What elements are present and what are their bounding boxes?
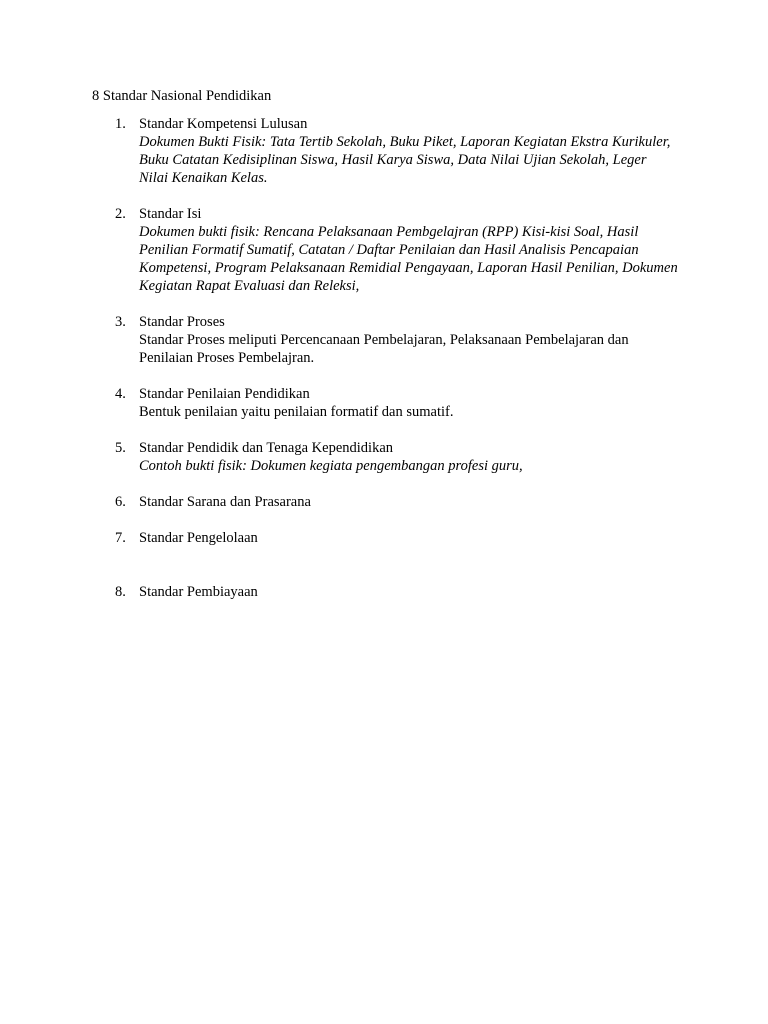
list-item-4: [0, 385, 768, 421]
list-item-3: [0, 313, 768, 367]
item-heading: Standar Sarana dan Prasarana: [139, 494, 311, 510]
item-heading: Standar Pembiayaan: [139, 584, 258, 600]
item-number: 8.: [115, 584, 126, 600]
item-number: 3.: [115, 314, 126, 330]
list-item-6: [0, 493, 768, 511]
item-heading: Standar Penilaian Pendidikan: [139, 386, 310, 402]
list-item-2: [0, 205, 768, 295]
list-item-1: [0, 115, 768, 187]
item-description: Contoh bukti fisik: Dokumen kegiata pengembangan profesi guru,: [139, 458, 523, 474]
list-item-8: [0, 583, 768, 601]
item-heading: Standar Pengelolaan: [139, 530, 258, 546]
item-heading: Standar Isi: [139, 206, 202, 222]
item-description: Bentuk penilaian yaitu penilaian formatif dan sumatif.: [139, 404, 454, 420]
standards-list: [0, 115, 768, 619]
list-item-7: [0, 529, 768, 547]
item-heading: Standar Pendidik dan Tenaga Kependidikan: [139, 440, 394, 456]
item-number: 4.: [115, 386, 126, 402]
list-item-5: [0, 439, 768, 475]
item-heading: Standar Kompetensi Lulusan: [139, 116, 308, 132]
item-number: 1.: [115, 116, 126, 132]
item-number: 5.: [115, 440, 126, 456]
item-description: Dokumen bukti fisik: Rencana Pelaksanaan Pembgelajran (RPP) Kisi-kisi Soal, Hasil Penilian Formatif Sumatif, Catatan / Daftar Penilaian dan Hasil Analisis Pencapaian Kompetensi, Program Pelaksanaan Remidial Pengayaan, Laporan Hasil Penilian, Dokumen Kegiatan Rapat Evaluasi dan Releksi,: [139, 224, 678, 294]
item-description: Standar Proses meliputi Percencanaan Pembelajaran, Pelaksanaan Pembelajaran dan Penilaian Proses Pembelajran.: [139, 332, 629, 366]
item-description: Dokumen Bukti Fisik: Tata Tertib Sekolah, Buku Piket, Laporan Kegiatan Ekstra Kurikuler, Buku Catatan Kedisiplinan Siswa, Hasil Karya Siswa, Data Nilai Ujian Sekolah, Leger Nilai Kenaikan Kelas.: [139, 134, 671, 186]
document-title: 8 Standar Nasional Pendidikan: [92, 88, 272, 104]
item-heading: Standar Proses: [139, 314, 225, 330]
item-number: 7.: [115, 530, 126, 546]
item-number: 6.: [115, 494, 126, 510]
item-number: 2.: [115, 206, 126, 222]
